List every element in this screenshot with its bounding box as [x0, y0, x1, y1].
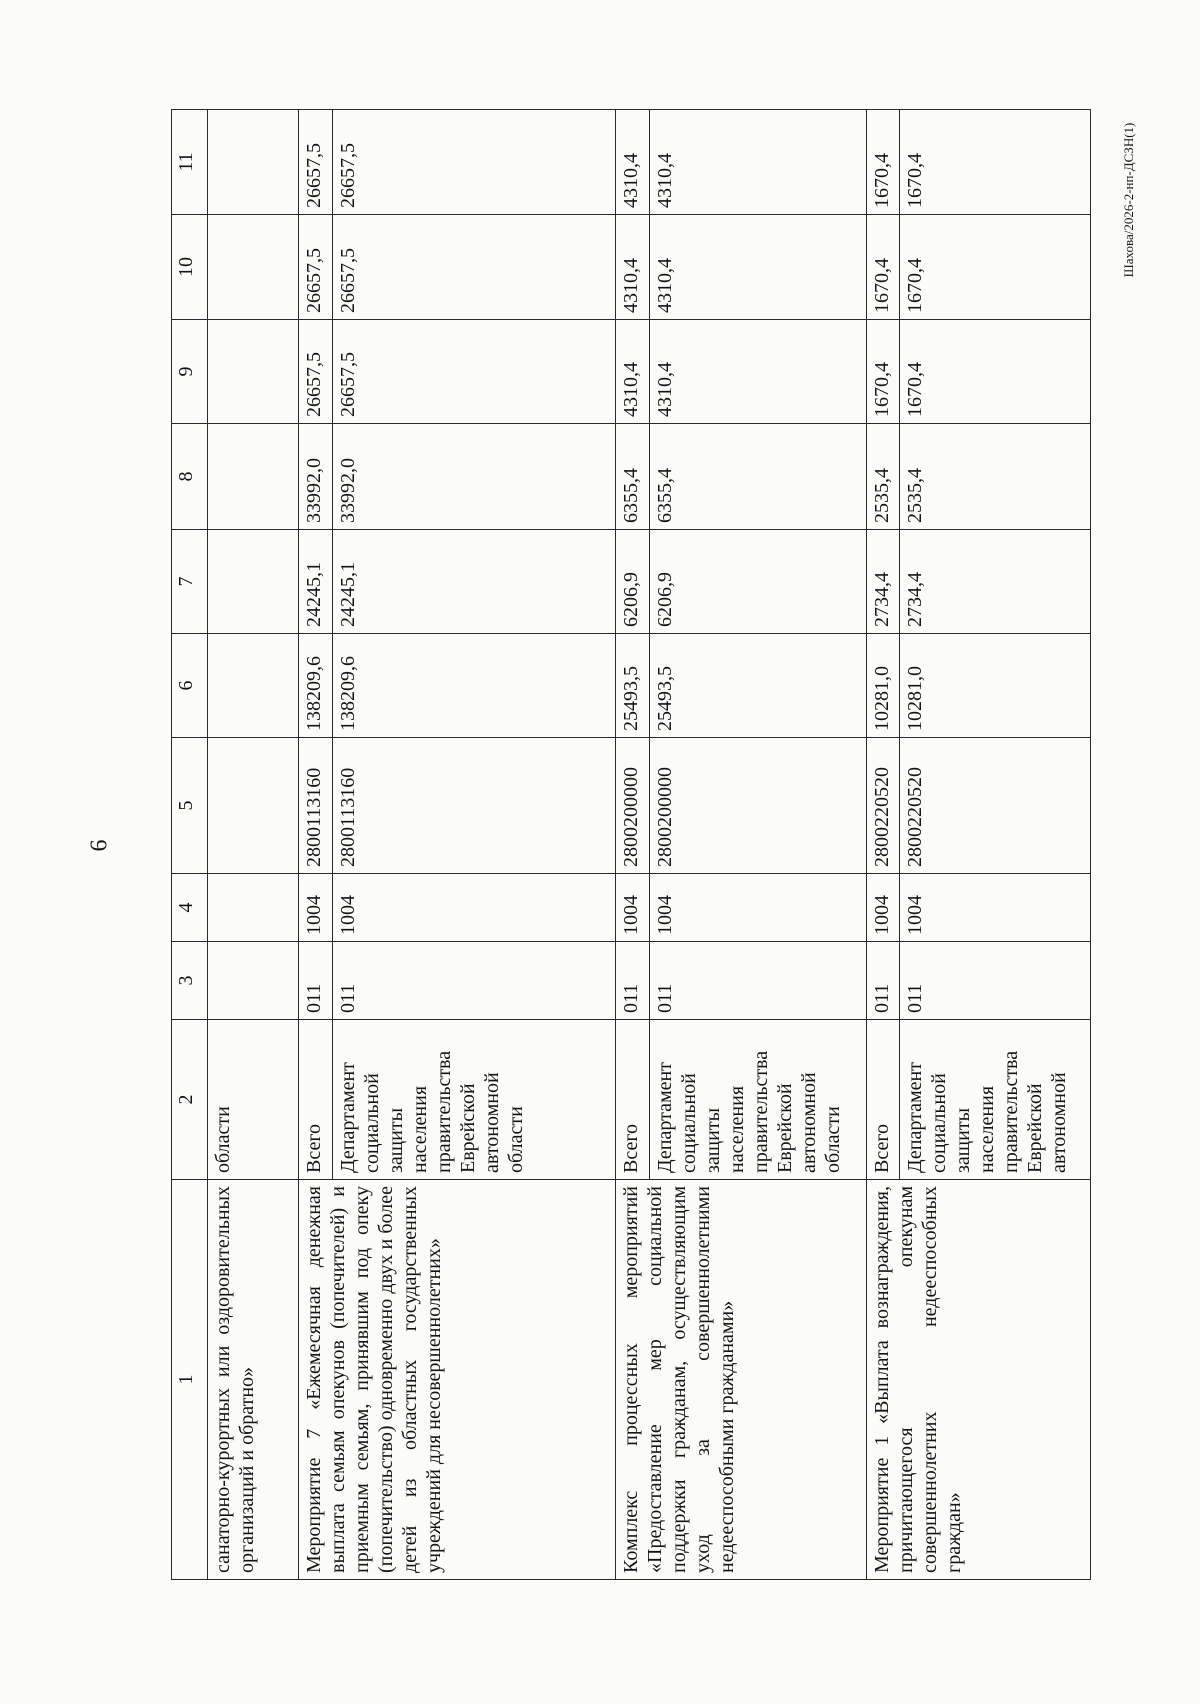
gov-code-cell: [207, 942, 298, 1020]
section-code-cell: 1004: [333, 874, 616, 942]
amount-cell: [207, 634, 298, 738]
amount-cell: 26657,5: [333, 110, 616, 215]
amount-cell: 25493,5: [616, 634, 650, 738]
target-article-cell: 2800220520: [866, 738, 900, 874]
table-row: [866, 110, 900, 1580]
amount-cell: 4310,4: [616, 320, 650, 424]
amount-cell: 10281,0: [900, 634, 1091, 738]
amount-cell: 33992,0: [333, 424, 616, 530]
event-name-cell: санаторно-курортных или оздоровительных организаций и обратно»: [207, 1180, 298, 1580]
amount-cell: 2535,4: [900, 424, 1091, 530]
amount-cell: [207, 424, 298, 530]
amount-cell: 6355,4: [616, 424, 650, 530]
amount-cell: 6355,4: [649, 424, 866, 530]
section-code-cell: 1004: [616, 874, 650, 942]
amount-cell: 4310,4: [649, 320, 866, 424]
amount-cell: 4310,4: [649, 215, 866, 320]
footer-code: Шахова/2026-2-нп-ДСЗН(1): [1121, 122, 1136, 278]
amount-cell: 1670,4: [866, 110, 900, 215]
amount-cell: [207, 530, 298, 634]
target-article-cell: 2800113160: [299, 738, 333, 874]
column-header: 2: [172, 1020, 208, 1180]
amount-cell: [207, 215, 298, 320]
gov-code-cell: 011: [900, 942, 1091, 1020]
amount-cell: 24245,1: [299, 530, 333, 634]
executor-cell: Департамент социальной защиты населения правительства Еврейской автономной: [900, 1020, 1091, 1180]
page-number: 6: [86, 839, 113, 852]
amount-cell: [207, 320, 298, 424]
target-article-cell: 2800200000: [616, 738, 650, 874]
gov-code-cell: 011: [333, 942, 616, 1020]
amount-cell: 4310,4: [616, 110, 650, 215]
gov-code-cell: 011: [866, 942, 900, 1020]
column-header: 9: [172, 320, 208, 424]
amount-cell: 1670,4: [866, 215, 900, 320]
amount-cell: 1670,4: [866, 320, 900, 424]
amount-cell: 4310,4: [616, 215, 650, 320]
event-name-cell: Мероприятие 7 «Ежемесячная денежная выплата семьям опекунов (попечителей) и приемным семьям, принявшим под опеку (попечительство) одновременно двух и более детей из областных государственных учреждений для несовершеннолетних»: [299, 1180, 616, 1580]
budget-table: [171, 109, 1091, 1580]
column-header: 4: [172, 874, 208, 942]
column-number-row: [172, 110, 208, 1580]
executor-cell: Всего: [866, 1020, 900, 1180]
gov-code-cell: 011: [649, 942, 866, 1020]
column-header: 7: [172, 530, 208, 634]
executor-cell: Департамент социальной защиты населения правительства Еврейской автономной области: [333, 1020, 616, 1180]
amount-cell: 138209,6: [333, 634, 616, 738]
amount-cell: 33992,0: [299, 424, 333, 530]
amount-cell: 1670,4: [900, 110, 1091, 215]
column-header: 1: [172, 1180, 208, 1580]
event-name-cell: Мероприятие 1 «Выплата вознаграждения, причитающегося опекунам совершеннолетних недееспособных граждан»: [866, 1180, 1090, 1580]
amount-cell: 6206,9: [616, 530, 650, 634]
column-header: 5: [172, 738, 208, 874]
section-code-cell: 1004: [900, 874, 1091, 942]
amount-cell: 1670,4: [900, 215, 1091, 320]
amount-cell: 2535,4: [866, 424, 900, 530]
column-header: 10: [172, 215, 208, 320]
table-frame: [171, 110, 1091, 1580]
section-code-cell: 1004: [649, 874, 866, 942]
amount-cell: 25493,5: [649, 634, 866, 738]
gov-code-cell: 011: [299, 942, 333, 1020]
amount-cell: 2734,4: [866, 530, 900, 634]
column-header: 11: [172, 110, 208, 215]
executor-cell: области: [207, 1020, 298, 1180]
amount-cell: 1670,4: [900, 320, 1091, 424]
amount-cell: 138209,6: [299, 634, 333, 738]
section-code-cell: 1004: [299, 874, 333, 942]
table-row: [299, 110, 333, 1580]
amount-cell: 26657,5: [299, 110, 333, 215]
target-article-cell: 2800113160: [333, 738, 616, 874]
column-header: 8: [172, 424, 208, 530]
rotated-table-container: [171, 110, 1091, 1580]
gov-code-cell: 011: [616, 942, 650, 1020]
amount-cell: 10281,0: [866, 634, 900, 738]
amount-cell: 2734,4: [900, 530, 1091, 634]
table-row: [207, 110, 298, 1580]
amount-cell: 24245,1: [333, 530, 616, 634]
amount-cell: [207, 110, 298, 215]
table-row: [616, 110, 650, 1580]
section-code-cell: [207, 874, 298, 942]
executor-cell: Всего: [616, 1020, 650, 1180]
executor-cell: Департамент социальной защиты населения правительства Еврейской автономной области: [649, 1020, 866, 1180]
amount-cell: 6206,9: [649, 530, 866, 634]
amount-cell: 26657,5: [333, 320, 616, 424]
amount-cell: 26657,5: [299, 320, 333, 424]
column-header: 3: [172, 942, 208, 1020]
event-name-cell: Комплекс процессных мероприятий «Предоставление мер социальной поддержки гражданам, осуществляющим уход за совершеннолетними недееспособными гражданами»: [616, 1180, 866, 1580]
amount-cell: 4310,4: [649, 110, 866, 215]
target-article-cell: [207, 738, 298, 874]
target-article-cell: 2800220520: [900, 738, 1091, 874]
executor-cell: Всего: [299, 1020, 333, 1180]
column-header: 6: [172, 634, 208, 738]
amount-cell: 26657,5: [333, 215, 616, 320]
target-article-cell: 2800200000: [649, 738, 866, 874]
amount-cell: 26657,5: [299, 215, 333, 320]
section-code-cell: 1004: [866, 874, 900, 942]
